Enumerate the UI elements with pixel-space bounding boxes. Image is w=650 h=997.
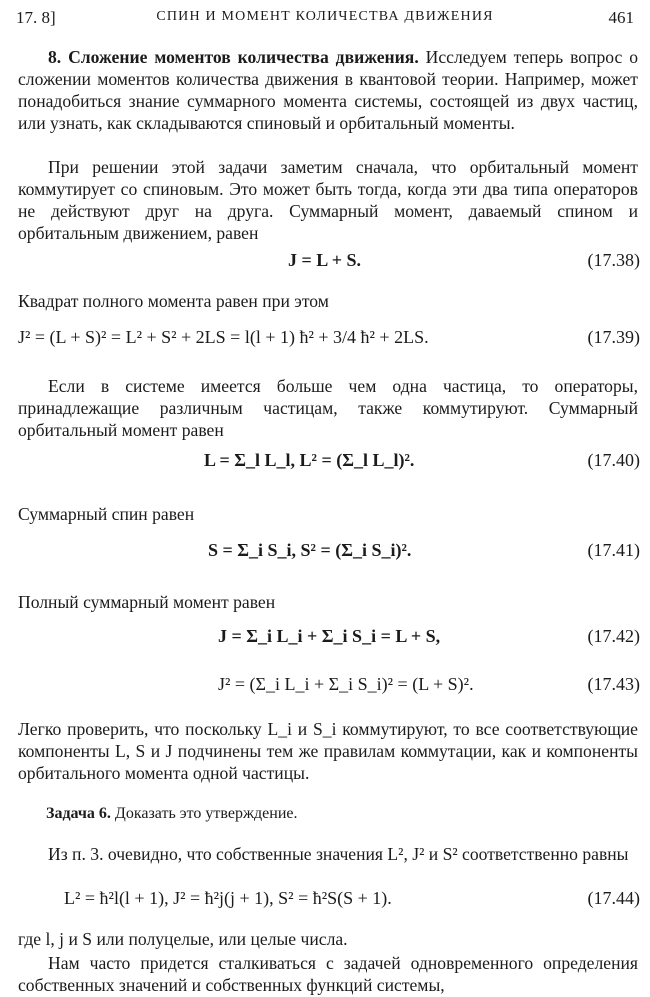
equation-17-41-formula: S = Σ_i S_i, S² = (Σ_i S_i)². bbox=[208, 540, 412, 560]
equation-17-43-number: (17.43) bbox=[587, 674, 640, 694]
equation-17-43-formula: J² = (Σ_i L_i + Σ_i S_i)² = (L + S)². bbox=[218, 674, 474, 694]
task-text: Доказать это утверждение. bbox=[114, 805, 298, 822]
paragraph-total-spin: Суммарный спин равен bbox=[18, 504, 195, 524]
paragraph-simultaneous: Нам часто придется сталкиваться с задачей одновременного определения собственных значений и собственных функций системы, bbox=[18, 953, 638, 995]
equation-17-39-number: (17.39) bbox=[587, 327, 640, 347]
equation-17-40-formula: L = Σ_l L_l, L² = (Σ_l L_l)². bbox=[204, 450, 415, 470]
paragraph-total-moment: Полный суммарный момент равен bbox=[18, 592, 276, 612]
section-number: 17. 8] bbox=[16, 8, 56, 27]
equation-17-44-number: (17.44) bbox=[587, 888, 640, 908]
equation-17-39-formula: J² = (L + S)² = L² + S² + 2LS = l(l + 1) ħ² + 3/4 ħ² + 2LS. bbox=[18, 327, 429, 347]
equation-17-43 bbox=[18, 674, 640, 714]
equation-17-44 bbox=[18, 888, 640, 928]
equation-17-41 bbox=[18, 540, 640, 580]
equation-17-42 bbox=[18, 626, 640, 666]
equation-17-38 bbox=[18, 250, 640, 290]
equation-17-40-number: (17.40) bbox=[587, 450, 640, 470]
paragraph-eigenvalues: Из п. 3. очевидно, что собственные значения L², J² и S² соответственно равны bbox=[48, 844, 629, 864]
equation-17-38-formula: J = L + S. bbox=[288, 250, 362, 270]
page-number: 461 bbox=[608, 8, 634, 27]
equation-17-39 bbox=[18, 327, 640, 367]
intro-paragraph bbox=[18, 46, 638, 134]
equation-17-42-formula: J = Σ_i L_i + Σ_i S_i = L + S, bbox=[218, 626, 441, 646]
equation-17-42-number: (17.42) bbox=[587, 626, 640, 646]
section-heading: 8. Сложение моментов количества движения. bbox=[48, 47, 419, 67]
intro-text: Исследуем теперь вопрос о сложении моментов количества движения в квантовой теории. Например, может понадобиться знание суммарного момента системы, состоящей из двух частиц, или узнать, как складываются спиновый и орбитальный моменты. bbox=[18, 47, 638, 133]
paragraph-commutation: Легко проверить, что поскольку L_i и S_i коммутируют, то все соответствующие компоненты L, S и J подчинены тем же правилам коммутации, как и компоненты орбитального момента одной частицы. bbox=[18, 719, 638, 783]
paragraph-square-moment: Квадрат полного момента равен при этом bbox=[18, 291, 329, 311]
paragraph-orbital-spin: При решении этой задачи заметим сначала, что орбитальный момент коммутирует со спиновым. Это может быть тогда, когда эти два типа операторов не действуют друг на друга. Суммарный момент, даваемый спином и орбитальным движением, равен bbox=[18, 157, 638, 243]
paragraph-half-integers: где l, j и S или полуцелые, или целые числа. bbox=[18, 929, 348, 949]
equation-17-44-formula: L² = ħ²l(l + 1), J² = ħ²j(j + 1), S² = ħ²S(S + 1). bbox=[64, 888, 392, 908]
equation-17-40 bbox=[18, 450, 640, 490]
task-label: Задача 6. bbox=[46, 805, 111, 822]
running-title: СПИН И МОМЕНТ КОЛИЧЕСТВА ДВИЖЕНИЯ bbox=[156, 9, 494, 24]
equation-17-41-number: (17.41) bbox=[587, 540, 640, 560]
equation-17-38-number: (17.38) bbox=[587, 250, 640, 270]
running-header bbox=[16, 8, 634, 32]
task-6 bbox=[46, 805, 298, 823]
paragraph-many-particles: Если в системе имеется больше чем одна частица, то операторы, принадлежащие различным частицам, также коммутируют. Суммарный орбитальный момент равен bbox=[18, 376, 638, 440]
